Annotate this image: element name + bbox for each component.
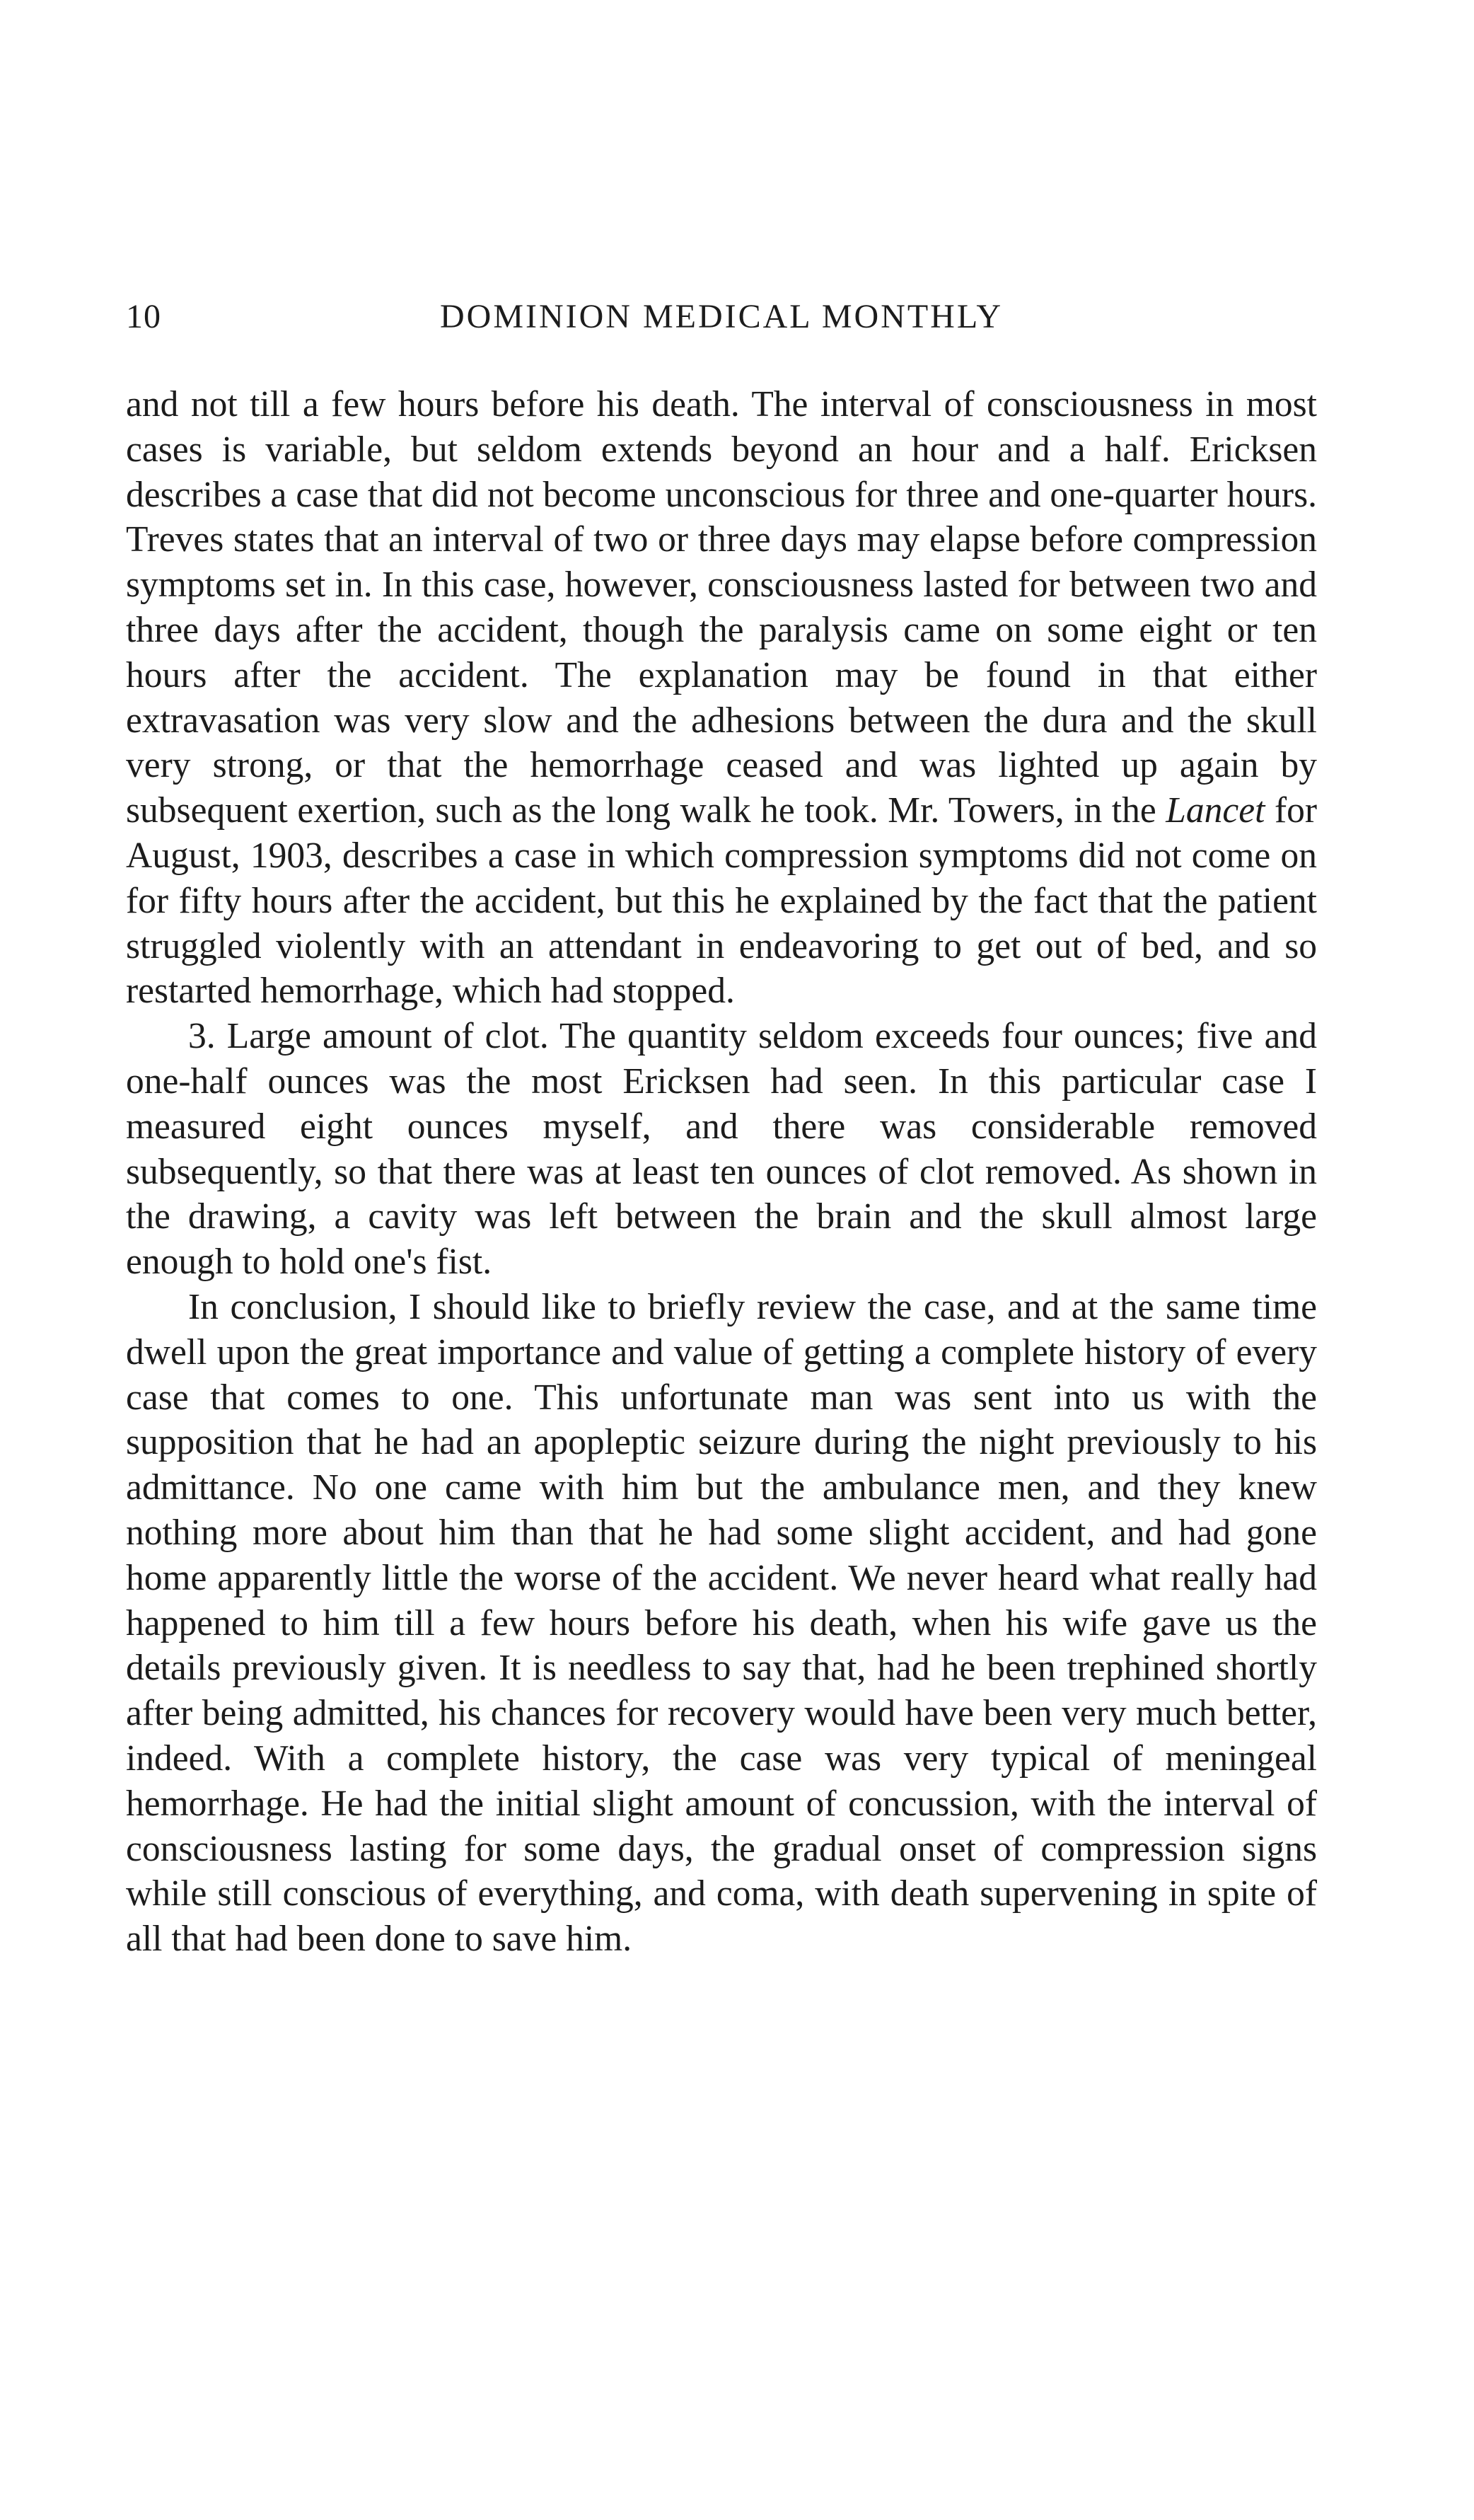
paragraph-interval-of-consciousness	[126, 382, 1317, 1014]
paragraph-large-amount-of-clot: 3. Large amount of clot. The quantity seldom exceeds four ounces; five and one-half ounces was the most Ericksen had seen. In this particular case I measured eight ounces myself, and there was considerable removed subsequently, so that there was at least ten ounces of clot removed. As shown in the drawing, a cavity was left between the brain and the skull almost large enough to hold one's fist.	[126, 1016, 1317, 1283]
running-head	[126, 297, 1317, 347]
page-number: 10	[126, 298, 161, 335]
book-page	[126, 297, 1317, 1962]
journal-title: DOMINION MEDICAL MONTHLY	[439, 298, 1003, 335]
paragraph-conclusion: In conclusion, I should like to briefly review the case, and at the same time dwell upon the great importance and value of getting a complete history of every case that comes to one. This unfortunate man was sent into us with the supposition that he had an apopleptic seizure during the night previously to his admittance. No one came with him but the ambulance men, and they knew nothing more about him than that he had some slight accident, and had gone home apparently little the worse of the accident. We never heard what really had happened to him till a few hours before his death, when his wife gave us the details previously given. It is needless to say that, had he been trephined shortly after being admitted, his chances for recovery would have been very much better, indeed. With a complete history, the case was very typical of meningeal hemorrhage. He had the initial slight amount of concussion, with the interval of consciousness lasting for some days, the gradual onset of compression signs while still conscious of everything, and coma, with death supervening in spite of all that had been done to save him.	[126, 1286, 1317, 1960]
article-body	[126, 382, 1317, 1962]
paragraph-text: for August, 1903, describes a case in which compression symptoms did not come on for fifty hours after the accident, but this he explained by the fact that the patient struggled violently with an attendant in endeavoring to get out of bed, and so restarted hemorrhage, which had stopped.	[126, 790, 1318, 1012]
journal-reference: Lancet	[1166, 790, 1265, 831]
paragraph-text: and not till a few hours before his death. The interval of consciousness in most cases is variable, but seldom extends beyond an hour and a half. Ericksen describes a case that did not become unconscious for three and one-quarter hours. Treves states that an interval of two or three days may elapse before compression symptoms set in. In this case, however, consciousness lasted for between two and three days after the accident, though the paralysis came on some eight or ten hours after the accident. The explanation may be found in that either extravasation was very slow and the adhesions between the dura and the skull very strong, or that the hemorrhage ceased and was lighted up again by subsequent exertion, such as the long walk he took. Mr. Towers, in the	[126, 384, 1317, 831]
